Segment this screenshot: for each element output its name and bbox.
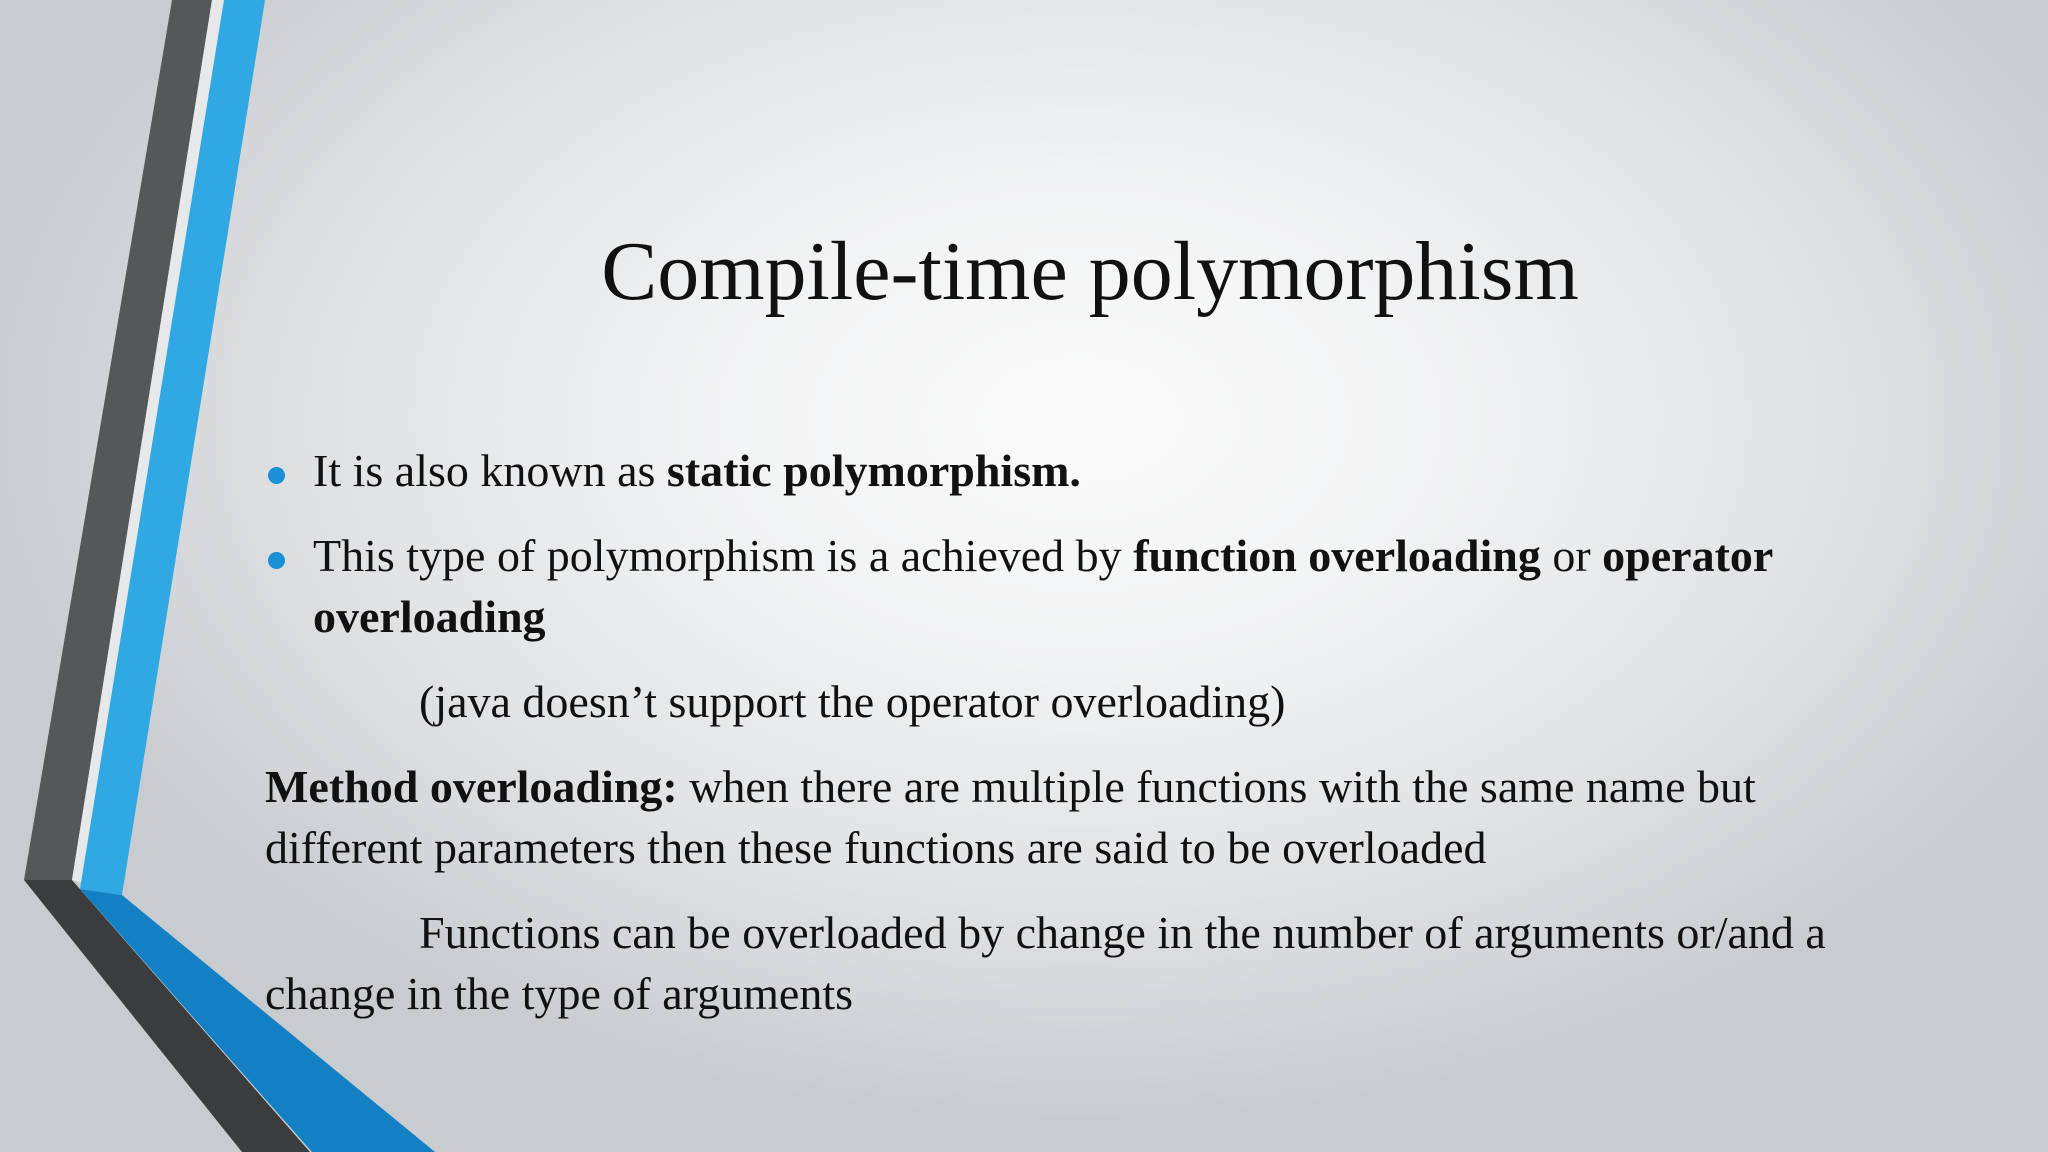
- bullet-dot-icon: [268, 467, 285, 484]
- bullet-bold-text-2: operator overloading: [313, 530, 1773, 642]
- bullet-text: It is also known as: [313, 445, 667, 496]
- light-gap-stripe: [72, 0, 224, 884]
- closing-paragraph: Functions can be overloaded by change in the number of arguments or/and a change in the type of arguments: [265, 907, 1826, 1019]
- method-overloading-definition: [265, 756, 1905, 878]
- method-overloading-text: when there are multiple functions with the same name but different parameters then these functions are said to be overloaded: [265, 761, 1756, 873]
- bullet-text: This type of polymorphism is a achieved by: [313, 530, 1134, 581]
- slide-title: Compile-time polymorphism: [601, 225, 1579, 318]
- bullet-item: [265, 440, 1905, 501]
- bullet-text-connector: or: [1540, 530, 1603, 581]
- bullet-bold-text: static polymorphism.: [666, 445, 1081, 496]
- bullet-item: [265, 525, 1905, 647]
- bullet-bold-text: function overloading: [1133, 530, 1541, 581]
- bullet-dot-icon: [268, 552, 285, 569]
- slide-body: [265, 440, 1905, 1048]
- method-overloading-label: Method overloading:: [265, 761, 678, 812]
- java-note: (java doesn’t support the operator overloading): [419, 676, 1286, 727]
